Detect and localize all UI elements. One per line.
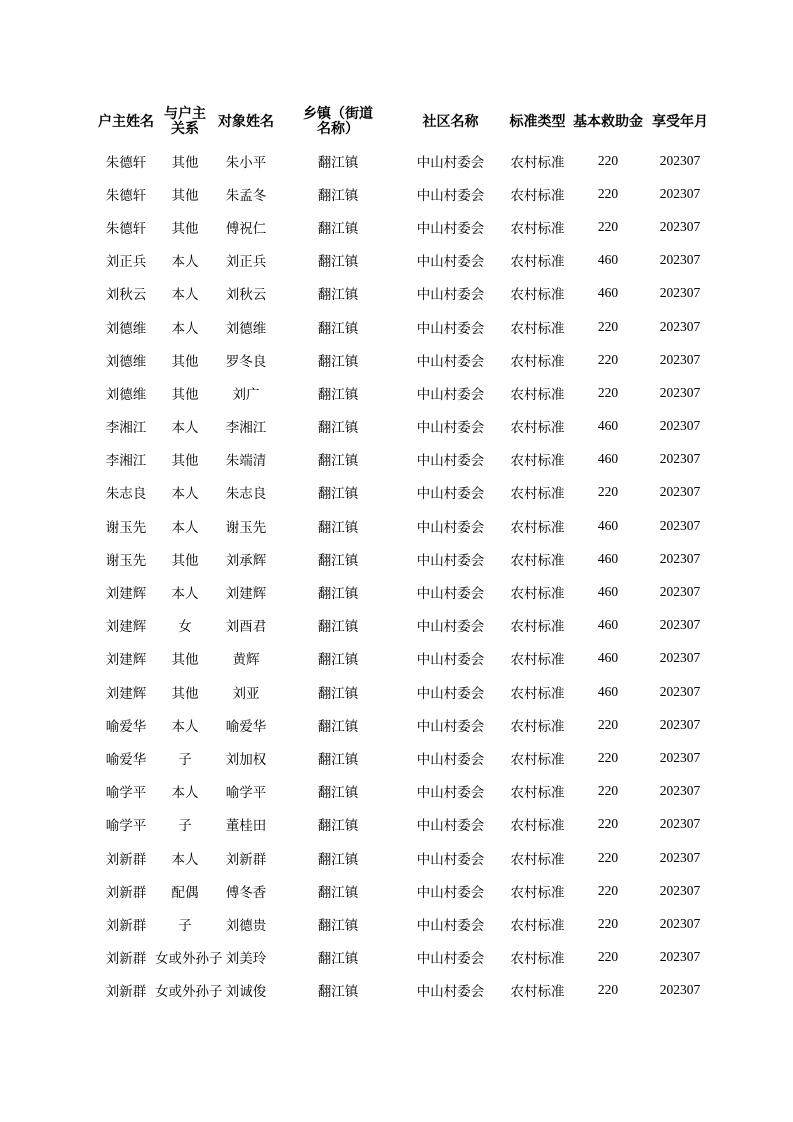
householder-name-cell: 刘正兵 [105,254,147,271]
standard-type-cell: 农村标准 [510,984,565,1001]
standard-type-cell: 农村标准 [510,884,565,901]
householder-name-cell: 刘秋云 [105,287,147,304]
township-cell: 翻江镇 [317,818,359,835]
relation-cell: 本人 [171,420,199,437]
community-cell: 中山村委会 [416,154,485,171]
benefit-month-cell: 202307 [659,716,701,732]
community-cell: 中山村委会 [416,519,485,536]
community-cell: 中山村委会 [416,254,485,271]
community-cell: 中山村委会 [416,420,485,437]
benefit-month-cell: 202307 [659,252,701,268]
community-cell: 中山村委会 [416,453,485,470]
relief-amount-cell: 220 [597,351,619,367]
relation-cell: 其他 [171,220,199,237]
benefit-month-cell: 202307 [659,915,701,931]
recipient-name-cell: 刘承辉 [225,552,267,569]
benefit-month-cell: 202307 [659,285,701,301]
relation-cell: 其他 [171,154,199,171]
community-cell: 中山村委会 [416,984,485,1001]
benefit-month-cell: 202307 [659,949,701,965]
benefit-month-cell: 202307 [659,152,701,168]
table-row [97,443,717,476]
township-cell: 翻江镇 [317,851,359,868]
householder-name-cell: 刘新群 [105,951,147,968]
benefit-month-cell: 202307 [659,517,701,533]
relief-amount-cell: 220 [597,949,619,965]
householder-name-cell: 刘建辉 [105,685,147,702]
relation-cell: 本人 [171,785,199,802]
relief-amount-cell: 220 [597,716,619,732]
standard-type-cell: 农村标准 [510,220,565,237]
township-cell: 翻江镇 [317,552,359,569]
standard-type-cell: 农村标准 [510,187,565,204]
township-cell: 翻江镇 [317,154,359,171]
township-cell: 翻江镇 [317,917,359,934]
relation-cell: 其他 [171,453,199,470]
table-row [97,410,717,443]
benefit-month-cell: 202307 [659,816,701,832]
community-cell: 中山村委会 [416,353,485,370]
township-cell: 翻江镇 [317,718,359,735]
standard-type-cell: 农村标准 [510,818,565,835]
recipient-name-cell: 刘美玲 [225,951,267,968]
township-cell: 翻江镇 [317,652,359,669]
standard-type-cell: 农村标准 [510,718,565,735]
householder-name-cell: 朱德轩 [105,154,147,171]
recipient-name-cell: 李湘江 [225,420,267,437]
recipient-name-cell: 刘诚俊 [225,984,267,1001]
table-row [97,376,717,409]
recipient-name-cell: 董桂田 [225,818,267,835]
township-cell: 翻江镇 [317,254,359,271]
recipient-name-cell: 刘广 [232,386,260,403]
benefit-month-cell: 202307 [659,384,701,400]
community-cell: 中山村委会 [416,386,485,403]
table-row [97,210,717,243]
recipient-name-cell: 喻学平 [225,785,267,802]
table-row [97,775,717,808]
relief-amount-cell: 460 [597,252,619,268]
relief-amount-cell: 220 [597,484,619,500]
relation-cell: 本人 [171,851,199,868]
benefit-month-cell: 202307 [659,584,701,600]
table-row [97,741,717,774]
relation-cell: 子 [178,917,192,934]
recipient-name-cell: 刘秋云 [225,287,267,304]
relation-cell: 本人 [171,718,199,735]
table-row [97,841,717,874]
table-row [97,675,717,708]
recipient-name-cell: 刘正兵 [225,254,267,271]
table-body [97,144,717,1007]
relation-cell: 其他 [171,187,199,204]
benefit-month-cell: 202307 [659,418,701,434]
householder-name-cell: 刘德维 [105,386,147,403]
table-header-row [97,100,717,144]
recipient-name-cell: 刘德维 [225,320,267,337]
header-standard-type: 标准类型 [509,113,566,130]
community-cell: 中山村委会 [416,320,485,337]
table-row [97,708,717,741]
township-cell: 翻江镇 [317,685,359,702]
table-row [97,874,717,907]
standard-type-cell: 农村标准 [510,586,565,603]
community-cell: 中山村委会 [416,951,485,968]
table-row [97,575,717,608]
recipient-name-cell: 刘建辉 [225,586,267,603]
householder-name-cell: 刘建辉 [105,586,147,603]
benefit-month-cell: 202307 [659,351,701,367]
header-benefit-month: 享受年月 [652,113,708,130]
recipient-name-cell: 傅冬香 [225,884,267,901]
relation-cell: 女或外孙子 [155,984,223,1001]
relation-cell: 本人 [171,287,199,304]
community-cell: 中山村委会 [416,187,485,204]
relation-cell: 女 [178,619,192,636]
township-cell: 翻江镇 [317,386,359,403]
householder-name-cell: 谢玉先 [105,552,147,569]
header-relation-to-householder: 与户主关系 [164,106,206,137]
standard-type-cell: 农村标准 [510,785,565,802]
township-cell: 翻江镇 [317,884,359,901]
recipient-name-cell: 黄辉 [232,652,260,669]
table-row [97,343,717,376]
benefit-month-cell: 202307 [659,185,701,201]
township-cell: 翻江镇 [317,619,359,636]
householder-name-cell: 朱德轩 [105,220,147,237]
table-row [97,808,717,841]
recipient-name-cell: 傅祝仁 [225,220,267,237]
recipient-name-cell: 朱志良 [225,486,267,503]
householder-name-cell: 刘新群 [105,884,147,901]
relation-cell: 其他 [171,652,199,669]
benefit-month-cell: 202307 [659,683,701,699]
table-row [97,642,717,675]
table-row [97,310,717,343]
householder-name-cell: 朱志良 [105,486,147,503]
relief-amount-cell: 460 [597,418,619,434]
header-recipient-name: 对象姓名 [218,113,274,130]
relation-cell: 其他 [171,685,199,702]
table-row [97,941,717,974]
standard-type-cell: 农村标准 [510,951,565,968]
township-cell: 翻江镇 [317,187,359,204]
township-cell: 翻江镇 [317,519,359,536]
township-cell: 翻江镇 [317,751,359,768]
relation-cell: 女或外孙子 [155,951,223,968]
recipient-name-cell: 刘加权 [225,751,267,768]
standard-type-cell: 农村标准 [510,519,565,536]
relief-amount-cell: 220 [597,783,619,799]
standard-type-cell: 农村标准 [510,353,565,370]
benefit-month-cell: 202307 [659,451,701,467]
householder-name-cell: 李湘江 [105,453,147,470]
table-row [97,277,717,310]
table-row [97,609,717,642]
standard-type-cell: 农村标准 [510,486,565,503]
relief-amount-cell: 220 [597,318,619,334]
householder-name-cell: 朱德轩 [105,187,147,204]
township-cell: 翻江镇 [317,320,359,337]
table-row [97,542,717,575]
community-cell: 中山村委会 [416,785,485,802]
benefit-month-cell: 202307 [659,650,701,666]
community-cell: 中山村委会 [416,619,485,636]
recipient-name-cell: 刘德贵 [225,917,267,934]
township-cell: 翻江镇 [317,220,359,237]
standard-type-cell: 农村标准 [510,851,565,868]
relief-amount-cell: 460 [597,584,619,600]
benefit-month-cell: 202307 [659,218,701,234]
relation-cell: 本人 [171,254,199,271]
township-cell: 翻江镇 [317,586,359,603]
relief-amount-cell: 220 [597,384,619,400]
table-row [97,974,717,1007]
recipient-name-cell: 刘酉君 [225,619,267,636]
standard-type-cell: 农村标准 [510,619,565,636]
benefit-month-cell: 202307 [659,318,701,334]
relief-amount-cell: 460 [597,617,619,633]
recipient-name-cell: 朱孟冬 [225,187,267,204]
township-cell: 翻江镇 [317,984,359,1001]
standard-type-cell: 农村标准 [510,453,565,470]
community-cell: 中山村委会 [416,751,485,768]
relief-amount-cell: 460 [597,550,619,566]
standard-type-cell: 农村标准 [510,420,565,437]
relation-cell: 本人 [171,519,199,536]
table-row [97,509,717,542]
relief-amount-cell: 460 [597,451,619,467]
recipient-name-cell: 刘新群 [225,851,267,868]
relief-amount-cell: 220 [597,218,619,234]
relief-amount-cell: 220 [597,816,619,832]
relief-amount-cell: 460 [597,285,619,301]
relation-cell: 其他 [171,353,199,370]
benefit-month-cell: 202307 [659,849,701,865]
relief-amount-cell: 220 [597,982,619,998]
standard-type-cell: 农村标准 [510,254,565,271]
relief-amount-cell: 220 [597,749,619,765]
community-cell: 中山村委会 [416,486,485,503]
relation-cell: 本人 [171,320,199,337]
community-cell: 中山村委会 [416,917,485,934]
householder-name-cell: 李湘江 [105,420,147,437]
relief-recipients-table [97,100,717,1007]
standard-type-cell: 农村标准 [510,287,565,304]
township-cell: 翻江镇 [317,951,359,968]
standard-type-cell: 农村标准 [510,320,565,337]
householder-name-cell: 刘新群 [105,984,147,1001]
table-row [97,177,717,210]
benefit-month-cell: 202307 [659,783,701,799]
householder-name-cell: 喻爱华 [105,718,147,735]
relation-cell: 子 [178,818,192,835]
relief-amount-cell: 460 [597,683,619,699]
community-cell: 中山村委会 [416,586,485,603]
benefit-month-cell: 202307 [659,550,701,566]
header-householder-name: 户主姓名 [98,113,154,130]
relief-amount-cell: 220 [597,152,619,168]
householder-name-cell: 喻学平 [105,785,147,802]
recipient-name-cell: 朱小平 [225,154,267,171]
table-row [97,476,717,509]
table-row [97,244,717,277]
standard-type-cell: 农村标准 [510,552,565,569]
relation-cell: 其他 [171,386,199,403]
relation-cell: 本人 [171,586,199,603]
standard-type-cell: 农村标准 [510,917,565,934]
township-cell: 翻江镇 [317,287,359,304]
community-cell: 中山村委会 [416,652,485,669]
householder-name-cell: 刘新群 [105,851,147,868]
recipient-name-cell: 刘亚 [232,685,260,702]
header-basic-relief-amount: 基本救助金 [573,113,643,130]
standard-type-cell: 农村标准 [510,154,565,171]
relief-amount-cell: 220 [597,915,619,931]
householder-name-cell: 刘德维 [105,353,147,370]
relief-amount-cell: 220 [597,882,619,898]
relief-amount-cell: 220 [597,185,619,201]
householder-name-cell: 刘建辉 [105,652,147,669]
householder-name-cell: 刘新群 [105,917,147,934]
relation-cell: 其他 [171,552,199,569]
householder-name-cell: 刘建辉 [105,619,147,636]
township-cell: 翻江镇 [317,353,359,370]
recipient-name-cell: 朱端清 [225,453,267,470]
community-cell: 中山村委会 [416,884,485,901]
recipient-name-cell: 罗冬良 [225,353,267,370]
community-cell: 中山村委会 [416,685,485,702]
relief-amount-cell: 460 [597,517,619,533]
community-cell: 中山村委会 [416,851,485,868]
benefit-month-cell: 202307 [659,484,701,500]
recipient-name-cell: 喻爱华 [225,718,267,735]
householder-name-cell: 刘德维 [105,320,147,337]
standard-type-cell: 农村标准 [510,685,565,702]
relation-cell: 配偶 [171,884,199,901]
header-township: 乡镇（街道名称） [303,106,373,137]
benefit-month-cell: 202307 [659,617,701,633]
standard-type-cell: 农村标准 [510,652,565,669]
community-cell: 中山村委会 [416,552,485,569]
township-cell: 翻江镇 [317,453,359,470]
community-cell: 中山村委会 [416,220,485,237]
benefit-month-cell: 202307 [659,749,701,765]
header-community-name: 社区名称 [422,113,479,130]
recipient-name-cell: 谢玉先 [225,519,267,536]
township-cell: 翻江镇 [317,420,359,437]
relation-cell: 本人 [171,486,199,503]
householder-name-cell: 喻学平 [105,818,147,835]
standard-type-cell: 农村标准 [510,386,565,403]
community-cell: 中山村委会 [416,287,485,304]
table-row [97,144,717,177]
township-cell: 翻江镇 [317,486,359,503]
table-row [97,907,717,940]
relief-amount-cell: 220 [597,849,619,865]
benefit-month-cell: 202307 [659,982,701,998]
householder-name-cell: 喻爱华 [105,751,147,768]
relief-amount-cell: 460 [597,650,619,666]
township-cell: 翻江镇 [317,785,359,802]
relation-cell: 子 [178,751,192,768]
standard-type-cell: 农村标准 [510,751,565,768]
benefit-month-cell: 202307 [659,882,701,898]
householder-name-cell: 谢玉先 [105,519,147,536]
community-cell: 中山村委会 [416,718,485,735]
community-cell: 中山村委会 [416,818,485,835]
